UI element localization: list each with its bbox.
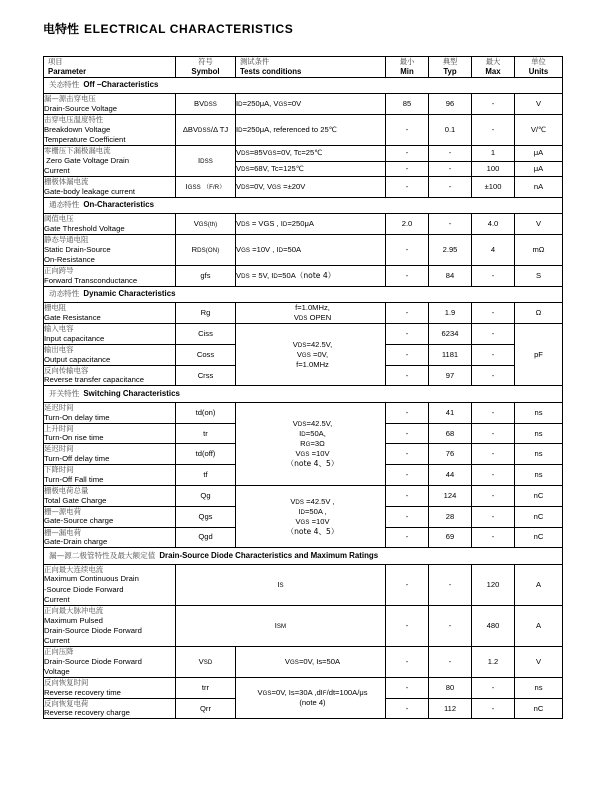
symbol-cell: VGS(th)	[176, 214, 236, 235]
section-switching-cn: 开关特性	[49, 388, 80, 398]
min-cell: -	[386, 344, 429, 365]
electrical-characteristics-table	[43, 56, 563, 719]
min-cell: -	[386, 698, 429, 719]
min-cell: -	[386, 176, 429, 197]
min-cell: -	[386, 486, 429, 507]
symbol-cell: Qg	[176, 486, 236, 507]
param-qgs	[44, 506, 176, 527]
unit-cell: ns	[515, 465, 563, 486]
unit-cell: V/℃	[515, 115, 563, 146]
param-cn: 正向最大连续电流	[44, 564, 104, 574]
min-cell: 2.0	[386, 214, 429, 235]
min-cell: -	[386, 423, 429, 444]
typ-cell: 1.9	[429, 303, 472, 324]
param-cn: 反向恢复电荷	[44, 698, 89, 708]
header-typ-en: Typ	[443, 66, 457, 76]
typ-cell: 80	[429, 677, 472, 698]
section-header-switching-cell	[44, 386, 563, 402]
param-cn: 零栅压下漏极漏电流	[44, 146, 111, 156]
table-row	[44, 303, 563, 324]
param-qgd	[44, 527, 176, 548]
param-rg	[44, 303, 176, 324]
param-en: Output capacitance	[44, 354, 111, 364]
param-en: Static Drain-Source On-Resistance	[44, 244, 111, 264]
min-cell: -	[386, 506, 429, 527]
param-en: Maximum Pulsed Drain-Source Diode Forward Current	[44, 615, 142, 645]
condition-cell: ID=250μA, referenced to 25℃	[236, 115, 386, 146]
section-on-cn: 通态特性	[49, 200, 80, 210]
section-on-en: On-Characteristics	[83, 200, 154, 210]
param-cn: 击穿电压温度特性	[44, 115, 104, 125]
table-row	[44, 677, 563, 698]
table-header-row	[44, 57, 563, 78]
section-header-diode	[44, 548, 563, 564]
condition-cell: VDS=0V, VGS =±20V	[236, 176, 386, 197]
typ-cell: -	[429, 564, 472, 605]
condition-cell: VDS=68V, Tc=125℃	[236, 161, 386, 176]
min-cell: -	[386, 564, 429, 605]
table-row	[44, 214, 563, 235]
max-cell: 480	[472, 605, 515, 646]
unit-cell: Ω	[515, 303, 563, 324]
min-cell: -	[386, 324, 429, 345]
unit-cell: nC	[515, 527, 563, 548]
param-rdson	[44, 234, 176, 265]
param-idss	[44, 146, 176, 177]
typ-cell: -	[429, 214, 472, 235]
symbol-cell: Qgd	[176, 527, 236, 548]
max-cell: 120	[472, 564, 515, 605]
typ-cell: 0.1	[429, 115, 472, 146]
unit-cell: ns	[515, 677, 563, 698]
param-en: Turn-On delay time	[44, 412, 110, 422]
param-en: Zero Gate Voltage Drain Current	[44, 155, 130, 175]
param-cn: 输出电容	[44, 344, 74, 354]
max-cell: -	[472, 423, 515, 444]
section-header-dynamic-cell	[44, 286, 563, 302]
param-cn: 栅—源电荷	[44, 506, 81, 516]
min-cell: -	[386, 444, 429, 465]
table-row	[44, 324, 563, 345]
min-cell: 85	[386, 94, 429, 115]
param-tdoff	[44, 444, 176, 465]
max-cell: 4	[472, 234, 515, 265]
param-en: Breakdown Voltage Temperature Coefficient	[44, 124, 126, 144]
param-cn: 阈值电压	[44, 214, 74, 224]
typ-cell: 41	[429, 402, 472, 423]
unit-cell: V	[515, 646, 563, 677]
unit-cell: nC	[515, 486, 563, 507]
param-en: Reverse recovery charge	[44, 708, 130, 718]
table-row	[44, 234, 563, 265]
section-off-en: Off –Characteristics	[83, 80, 159, 90]
header-conditions-en: Tests conditions	[240, 66, 302, 76]
param-en: Reverse recovery time	[44, 687, 121, 697]
table-row	[44, 265, 563, 286]
section-off-cn: 关态特性	[49, 80, 80, 90]
min-cell: -	[386, 605, 429, 646]
param-tf	[44, 465, 176, 486]
table-row	[44, 564, 563, 605]
min-cell: -	[386, 365, 429, 386]
section-header-switching	[44, 386, 563, 402]
typ-cell: 84	[429, 265, 472, 286]
section-switching-en: Switching Characteristics	[83, 388, 180, 398]
max-cell: -	[472, 486, 515, 507]
header-units-en: Units	[528, 66, 549, 76]
symbol-cell: ISM	[176, 605, 386, 646]
typ-cell: -	[429, 176, 472, 197]
symbol-cell: RDS(ON)	[176, 234, 236, 265]
header-symbol	[176, 57, 236, 78]
min-cell: -	[386, 161, 429, 176]
param-igss	[44, 176, 176, 197]
unit-cell: V	[515, 94, 563, 115]
header-units	[515, 57, 563, 78]
param-cn: 反向传输电容	[44, 365, 89, 375]
param-vgsth	[44, 214, 176, 235]
max-cell: -	[472, 527, 515, 548]
section-header-diode-cell	[44, 548, 563, 564]
max-cell: ±100	[472, 176, 515, 197]
param-coss	[44, 344, 176, 365]
symbol-cell: Qgs	[176, 506, 236, 527]
section-header-on	[44, 197, 563, 213]
table-row	[44, 146, 563, 161]
param-tdon	[44, 402, 176, 423]
table-row	[44, 646, 563, 677]
typ-cell: -	[429, 605, 472, 646]
unit-cell: ns	[515, 402, 563, 423]
param-bvdss	[44, 94, 176, 115]
param-vsd	[44, 646, 176, 677]
typ-cell: 97	[429, 365, 472, 386]
max-cell: 4.0	[472, 214, 515, 235]
unit-cell: nC	[515, 698, 563, 719]
symbol-cell: ΔBVDSS/Δ TJ	[176, 115, 236, 146]
symbol-cell: IGSS （F/R）	[176, 176, 236, 197]
condition-cell-shared: VDS=42.5V, VGS =0V, f=1.0MHz	[236, 324, 386, 386]
min-cell: -	[386, 146, 429, 161]
param-ism	[44, 605, 176, 646]
min-cell: -	[386, 234, 429, 265]
symbol-cell: gfs	[176, 265, 236, 286]
param-en: Reverse transfer capacitance	[44, 375, 144, 385]
section-header-dynamic	[44, 286, 563, 302]
unit-cell: A	[515, 564, 563, 605]
param-is	[44, 564, 176, 605]
symbol-cell: Crss	[176, 365, 236, 386]
header-typ-cn: 典型	[442, 57, 458, 66]
table-row	[44, 605, 563, 646]
param-cn: 正向跨导	[44, 265, 74, 275]
param-en: Turn-Off Fall time	[44, 474, 104, 484]
condition-cell: ID=250μA, VGS=0V	[236, 94, 386, 115]
max-cell: -	[472, 344, 515, 365]
condition-cell: VDS = 5V, ID=50A（note 4）	[236, 265, 386, 286]
unit-cell: A	[515, 605, 563, 646]
unit-cell: V	[515, 214, 563, 235]
symbol-cell: Rg	[176, 303, 236, 324]
min-cell: -	[386, 646, 429, 677]
max-cell: -	[472, 94, 515, 115]
param-en: Total Gate Charge	[44, 495, 107, 505]
symbol-cell: tf	[176, 465, 236, 486]
typ-cell: 69	[429, 527, 472, 548]
param-cn: 漏—源击穿电压	[44, 94, 96, 104]
param-cn: 栅电阻	[44, 303, 67, 313]
unit-cell: mΩ	[515, 234, 563, 265]
header-conditions-cn: 测试条件	[240, 57, 270, 66]
param-en: Gate Threshold Voltage	[44, 223, 125, 233]
condition-cell-shared: VGS=0V, Is=30A ,dIF/dt=100A/μs (note 4)	[236, 677, 386, 719]
symbol-cell: IS	[176, 564, 386, 605]
param-en: Gate-body leakage current	[44, 186, 136, 196]
param-cn: 栅—漏电荷	[44, 527, 81, 537]
section-dynamic-en: Dynamic Characteristics	[83, 289, 176, 299]
param-en: Forward Transconductance	[44, 275, 138, 285]
symbol-cell: Ciss	[176, 324, 236, 345]
unit-cell: ns	[515, 423, 563, 444]
typ-cell: 124	[429, 486, 472, 507]
unit-cell: nC	[515, 506, 563, 527]
max-cell: -	[472, 444, 515, 465]
typ-cell: -	[429, 646, 472, 677]
typ-cell: 112	[429, 698, 472, 719]
min-cell: -	[386, 677, 429, 698]
typ-cell: -	[429, 146, 472, 161]
table-row	[44, 115, 563, 146]
param-en: Turn-Off delay time	[44, 454, 110, 464]
typ-cell: 1181	[429, 344, 472, 365]
page-title-en: ELECTRICAL CHARACTERISTICS	[84, 22, 294, 36]
param-en: Drain-Source Diode Forward Voltage	[44, 656, 142, 676]
condition-cell: f=1.0MHz, VDS OPEN	[236, 303, 386, 324]
unit-cell: ns	[515, 444, 563, 465]
typ-cell: -	[429, 161, 472, 176]
header-max	[472, 57, 515, 78]
symbol-cell: td(off)	[176, 444, 236, 465]
max-cell: 100	[472, 161, 515, 176]
symbol-cell: VSD	[176, 646, 236, 677]
typ-cell: 2.95	[429, 234, 472, 265]
param-cn: 正向最大脉冲电流	[44, 605, 104, 615]
param-cn: 延迟时间	[44, 444, 74, 454]
param-tr	[44, 423, 176, 444]
param-trr	[44, 677, 176, 698]
param-cn: 下降时间	[44, 465, 74, 475]
condition-cell-shared: VDS=42.5V, ID=50A, RG=3Ω VGS =10V （note 4、5）	[236, 402, 386, 485]
unit-cell: S	[515, 265, 563, 286]
param-cn: 栅极体漏电流	[44, 176, 89, 186]
typ-cell: 68	[429, 423, 472, 444]
header-symbol-en: Symbol	[191, 66, 220, 76]
min-cell: -	[386, 303, 429, 324]
condition-cell: VGS =10V , ID=50A	[236, 234, 386, 265]
max-cell: -	[472, 265, 515, 286]
min-cell: -	[386, 265, 429, 286]
header-min-en: Min	[400, 66, 414, 76]
section-header-off-cell	[44, 77, 563, 93]
max-cell: -	[472, 677, 515, 698]
min-cell: -	[386, 115, 429, 146]
header-max-cn: 最大	[485, 57, 501, 66]
symbol-cell: tr	[176, 423, 236, 444]
max-cell: -	[472, 698, 515, 719]
section-diode-cn: 漏—源二极管特性及最大额定值	[49, 550, 156, 560]
param-qrr	[44, 698, 176, 719]
param-qg	[44, 486, 176, 507]
param-cn: 静态导通电阻	[44, 234, 89, 244]
header-parameter-en: Parameter	[48, 66, 87, 76]
param-en: Drain-Source Voltage	[44, 103, 118, 113]
param-en: Turn-On rise time	[44, 433, 104, 443]
condition-cell: VDS = VGS , ID=250μA	[236, 214, 386, 235]
section-dynamic-cn: 动态特性	[49, 289, 80, 299]
param-en: Gate-Drain charge	[44, 537, 108, 547]
header-parameter	[44, 57, 176, 78]
symbol-cell: BVDSS	[176, 94, 236, 115]
header-max-en: Max	[485, 66, 501, 76]
section-diode-en: Drain-Source Diode Characteristics and Maximum Ratings	[159, 550, 379, 560]
header-symbol-cn: 符号	[198, 57, 213, 66]
param-ciss	[44, 324, 176, 345]
max-cell: -	[472, 365, 515, 386]
table-row	[44, 94, 563, 115]
param-cn: 反向恢复时间	[44, 677, 89, 687]
typ-cell: 6234	[429, 324, 472, 345]
symbol-cell: Coss	[176, 344, 236, 365]
unit-cell: μA	[515, 161, 563, 176]
param-cn: 延迟时间	[44, 402, 74, 412]
symbol-cell: Qrr	[176, 698, 236, 719]
max-cell: -	[472, 506, 515, 527]
symbol-cell: IDSS	[176, 146, 236, 177]
param-bvdss-tempco	[44, 115, 176, 146]
param-cn: 正向压降	[44, 646, 74, 656]
max-cell: -	[472, 402, 515, 423]
header-typ	[429, 57, 472, 78]
symbol-cell: trr	[176, 677, 236, 698]
page-title-cn: 电特性	[43, 22, 80, 36]
section-header-off	[44, 77, 563, 93]
max-cell: -	[472, 115, 515, 146]
max-cell: 1.2	[472, 646, 515, 677]
param-cn: 输入电容	[44, 324, 74, 334]
param-en: Gate Resistance	[44, 312, 101, 322]
param-cn: 栅极电荷总量	[44, 486, 89, 496]
typ-cell: 96	[429, 94, 472, 115]
header-conditions	[236, 57, 386, 78]
param-en: Gate-Source charge	[44, 516, 114, 526]
max-cell: -	[472, 303, 515, 324]
condition-cell: VDS=85VGS=0V, Tc=25℃	[236, 146, 386, 161]
condition-cell: VGS=0V, Is=50A	[236, 646, 386, 677]
header-units-cn: 单位	[531, 57, 546, 66]
param-en: Input capacitance	[44, 333, 105, 343]
max-cell: 1	[472, 146, 515, 161]
header-min	[386, 57, 429, 78]
condition-cell-shared: VDS =42.5V , ID=50A , VGS =10V （note 4、5）	[236, 486, 386, 548]
max-cell: -	[472, 324, 515, 345]
param-crss	[44, 365, 176, 386]
symbol-cell: td(on)	[176, 402, 236, 423]
typ-cell: 28	[429, 506, 472, 527]
max-cell: -	[472, 465, 515, 486]
min-cell: -	[386, 527, 429, 548]
param-gfs	[44, 265, 176, 286]
min-cell: -	[386, 465, 429, 486]
table-row	[44, 402, 563, 423]
param-cn: 上升时间	[44, 423, 74, 433]
header-parameter-cn: 项目	[48, 57, 63, 66]
header-min-cn: 最小	[399, 57, 415, 66]
page-title	[43, 20, 293, 37]
table-row	[44, 176, 563, 197]
typ-cell: 76	[429, 444, 472, 465]
section-header-on-cell	[44, 197, 563, 213]
unit-cell: nA	[515, 176, 563, 197]
unit-cell-shared: pF	[515, 324, 563, 386]
min-cell: -	[386, 402, 429, 423]
typ-cell: 44	[429, 465, 472, 486]
unit-cell: μA	[515, 146, 563, 161]
table-row	[44, 486, 563, 507]
param-en: Maximum Continuous Drain -Source Diode Forward Current	[44, 574, 139, 604]
